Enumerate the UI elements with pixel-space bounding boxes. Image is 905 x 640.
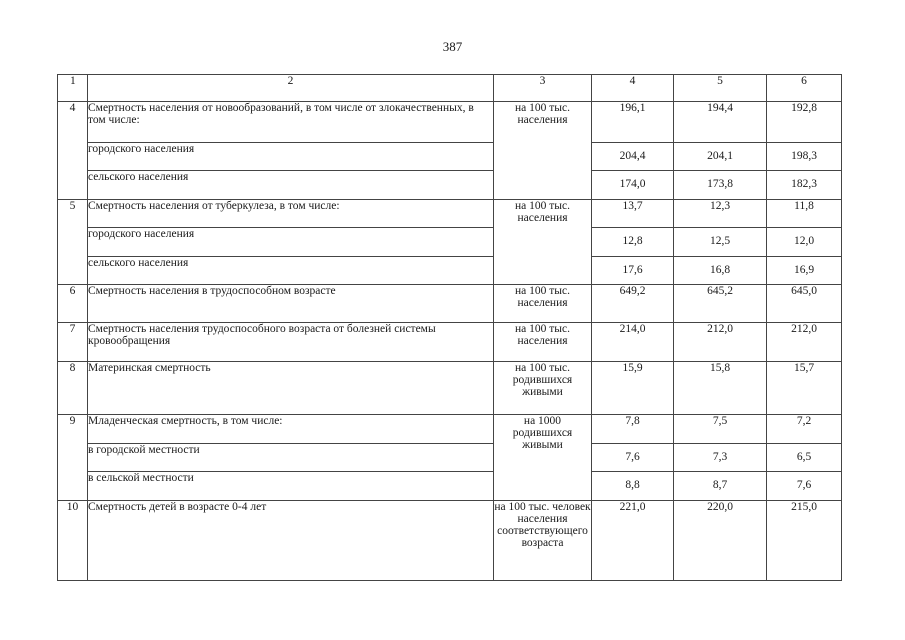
header-col-1: 1 [58,75,88,102]
unit-cell: на 100 тыс. человек населения соответствующего возраста [494,501,592,581]
value-year-1: 649,2 [592,285,674,323]
indicator-label: сельского населения [88,257,494,285]
value-year-3: 15,7 [767,362,842,415]
table-row [58,285,842,323]
indicator-label: сельского населения [88,171,494,200]
value-year-3: 7,2 [767,415,842,444]
value-year-1: 214,0 [592,323,674,362]
value-year-3: 645,0 [767,285,842,323]
header-col-4: 4 [592,75,674,102]
header-row [58,75,842,102]
value-year-2: 7,5 [674,415,767,444]
indicator-label: Смертность населения трудоспособного возраста от болезней системы кровообращения [88,323,494,362]
value-year-1: 221,0 [592,501,674,581]
value-year-1: 8,8 [592,472,674,501]
value-year-1: 15,9 [592,362,674,415]
value-year-3: 7,6 [767,472,842,501]
value-year-1: 12,8 [592,228,674,257]
indicator-label: городского населения [88,143,494,171]
row-number: 9 [58,415,88,501]
statistics-table [57,74,842,581]
value-year-3: 182,3 [767,171,842,200]
value-year-1: 7,6 [592,444,674,472]
value-year-3: 6,5 [767,444,842,472]
value-year-2: 220,0 [674,501,767,581]
value-year-2: 212,0 [674,323,767,362]
value-year-1: 7,8 [592,415,674,444]
value-year-3: 11,8 [767,200,842,228]
value-year-3: 12,0 [767,228,842,257]
row-number: 7 [58,323,88,362]
table-row [58,257,842,285]
row-number: 4 [58,102,88,200]
value-year-1: 204,4 [592,143,674,171]
value-year-3: 212,0 [767,323,842,362]
value-year-2: 12,3 [674,200,767,228]
table-row [58,415,842,444]
unit-cell: на 100 тыс. населения [494,323,592,362]
value-year-2: 8,7 [674,472,767,501]
table-row [58,362,842,415]
row-number: 10 [58,501,88,581]
value-year-2: 15,8 [674,362,767,415]
table-row [58,102,842,143]
unit-cell: на 1000 родившихся живыми [494,415,592,501]
value-year-2: 12,5 [674,228,767,257]
page-number: 387 [442,39,463,54]
value-year-2: 204,1 [674,143,767,171]
table-row [58,143,842,171]
indicator-label: Смертность населения от новообразований, в том числе от злокачественных, в том числе: [88,102,494,143]
table-row [58,228,842,257]
row-number: 8 [58,362,88,415]
table-row [58,171,842,200]
row-number: 5 [58,200,88,285]
indicator-label: Младенческая смертность, в том числе: [88,415,494,444]
row-number: 6 [58,285,88,323]
table-row [58,200,842,228]
header-col-2: 2 [88,75,494,102]
unit-cell: на 100 тыс. населения [494,285,592,323]
header-col-5: 5 [674,75,767,102]
value-year-2: 194,4 [674,102,767,143]
value-year-1: 13,7 [592,200,674,228]
header-col-3: 3 [494,75,592,102]
value-year-3: 198,3 [767,143,842,171]
value-year-3: 16,9 [767,257,842,285]
value-year-1: 196,1 [592,102,674,143]
table-row [58,472,842,501]
value-year-2: 16,8 [674,257,767,285]
value-year-2: 7,3 [674,444,767,472]
value-year-3: 192,8 [767,102,842,143]
indicator-label: в городской местности [88,444,494,472]
value-year-2: 645,2 [674,285,767,323]
table-row [58,501,842,581]
unit-cell: на 100 тыс. населения [494,102,592,200]
indicator-label: городского населения [88,228,494,257]
unit-cell: на 100 тыс. населения [494,200,592,285]
indicator-label: Материнская смертность [88,362,494,415]
indicator-label: Смертность населения в трудоспособном возрасте [88,285,494,323]
value-year-2: 173,8 [674,171,767,200]
indicator-label: в сельской местности [88,472,494,501]
table-row [58,444,842,472]
value-year-3: 215,0 [767,501,842,581]
unit-cell: на 100 тыс. родившихся живыми [494,362,592,415]
table-row [58,323,842,362]
value-year-1: 17,6 [592,257,674,285]
value-year-1: 174,0 [592,171,674,200]
indicator-label: Смертность детей в возрасте 0-4 лет [88,501,494,581]
header-col-6: 6 [767,75,842,102]
indicator-label: Смертность населения от туберкулеза, в том числе: [88,200,494,228]
